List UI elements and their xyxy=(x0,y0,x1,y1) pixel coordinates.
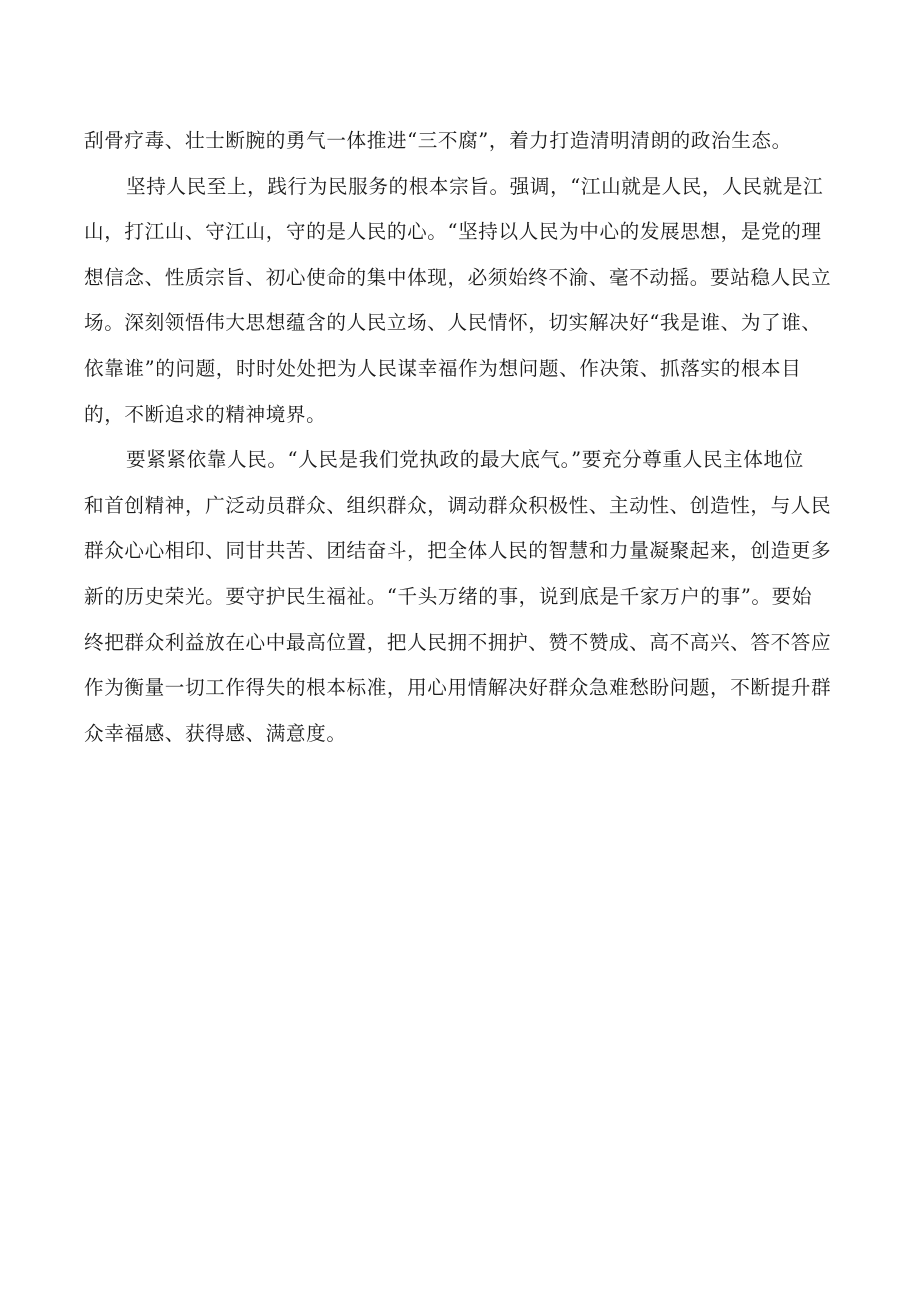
text-line: 作为衡量一切工作得失的根本标准，用心用情解决好群众急难愁盼问题，不断提升群 xyxy=(84,676,832,700)
text-line: 山，打江山、守江山，守的是人民的心。“坚持以人民为中心的发展思想，是党的理 xyxy=(84,220,822,244)
paragraph-1 xyxy=(84,118,836,164)
text-line: 和首创精神，广泛动员群众、组织群众，调动群众积极性、主动性、创造性，与人民 xyxy=(84,493,832,517)
text-line: 众幸福感、获得感、满意度。 xyxy=(84,721,347,745)
text-line: 依靠谁”的问题，时时处处把为人民谋幸福作为想问题、作决策、抓落实的根本目 xyxy=(84,356,802,380)
text-line: 要紧紧依靠人民。“人民是我们党执政的最大底气。”要充分尊重人民主体地位 xyxy=(126,448,804,472)
text-line: 想信念、性质宗旨、初心使命的集中体现，必须始终不渝、毫不动摇。要站稳人民立 xyxy=(84,265,832,289)
paragraph-2 xyxy=(84,164,836,438)
text-line: 终把群众利益放在心中最高位置，把人民拥不拥护、赞不赞成、高不高兴、答不答应 xyxy=(84,630,832,654)
text-line: 的，不断追求的精神境界。 xyxy=(84,402,327,426)
text-line: 场。深刻领悟伟大思想蕴含的人民立场、人民情怀，切实解决好“我是谁、为了谁、 xyxy=(84,311,822,335)
text-line: 刮骨疗毒、壮士断腕的勇气一体推进“三不腐”，着力打造清明清朗的政治生态。 xyxy=(84,129,792,152)
text-line: 坚持人民至上，践行为民服务的根本宗旨。强调，“江山就是人民，人民就是江 xyxy=(126,174,824,198)
document-body xyxy=(84,118,836,756)
paragraph-3 xyxy=(84,437,836,756)
text-line: 群众心心相印、同甘共苦、团结奋斗，把全体人民的智慧和力量凝聚起来，创造更多 xyxy=(84,539,832,563)
text-line: 新的历史荣光。要守护民生福祉。“千头万绪的事，说到底是千家万户的事”。要始 xyxy=(84,584,813,608)
